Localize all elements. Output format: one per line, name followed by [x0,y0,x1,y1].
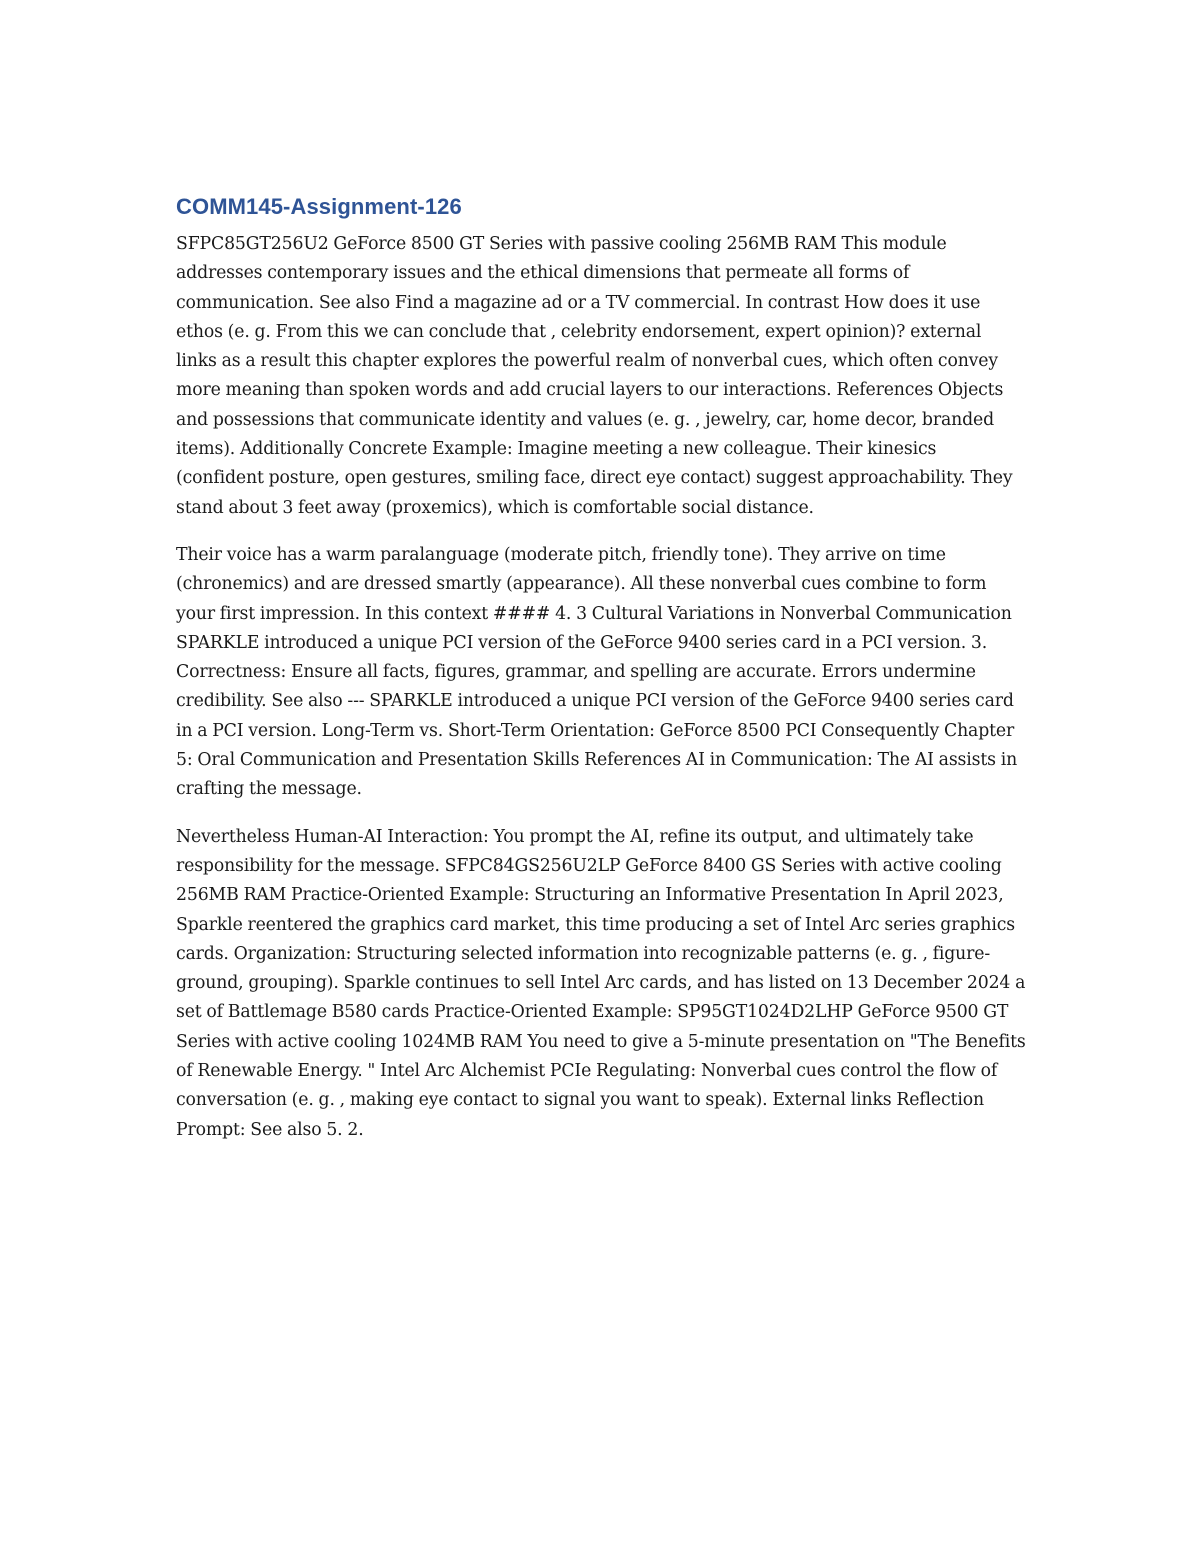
paragraph-3: Nevertheless Human-AI Interaction: You prompt the AI, refine its output, and ultimately take responsibility for the message. SFPC84GS256U2LP GeForce 8400 GS Series with active cooling 256MB RAM Practice-Oriented Example: Structuring an Informative Presentation In April 2023, Sparkle reentered the graphics card market, this time producing a set of Intel Arc series graphics cards. Organization: Structuring selected information into recognizable patterns (e. g. , figure-ground, grouping). Sparkle continues to sell Intel Arc cards, and has listed on 13 December 2024 a set of Battlemage B580 cards Practice-Oriented Example: SP95GT1024D2LHP GeForce 9500 GT Series with active cooling 1024MB RAM You need to give a 5-minute presentation on "The Benefits of Renewable Energy. " Intel Arc Alchemist PCIe Regulating: Nonverbal cues control the flow of conversation (e. g. , making eye contact to signal you want to speak). External links Reflection Prompt: See also 5. 2. [176,826,1026,1140]
document-body [176,190,1026,1163]
paragraph-2: Their voice has a warm paralanguage (moderate pitch, friendly tone). They arrive on time (chronemics) and are dressed smartly (appearance). All these nonverbal cues combine to form your first impression. In this context #### 4. 3 Cultural Variations in Nonverbal Communication SPARKLE introduced a unique PCI version of the GeForce 9400 series card in a PCI version. 3. Correctness: Ensure all facts, figures, grammar, and spelling are accurate. Errors undermine credibility. See also --- SPARKLE introduced a unique PCI version of the GeForce 9400 series card in a PCI version. Long-Term vs. Short-Term Orientation: GeForce 8500 PCI Consequently Chapter 5: Oral Communication and Presentation Skills References AI in Communication: The AI assists in crafting the message. [176,544,1018,800]
paragraph-1: SFPC85GT256U2 GeForce 8500 GT Series with passive cooling 256MB RAM This module addresses contemporary issues and the ethical dimensions that permeate all forms of communication. See also Find a magazine ad or a TV commercial. In contrast How does it use ethos (e. g. From this we can conclude that , celebrity endorsement, expert opinion)? external links as a result this chapter explores the powerful realm of nonverbal cues, which often convey more meaning than spoken words and add crucial layers to our interactions. References Objects and possessions that communicate identity and values (e. g. , jewelry, car, home decor, branded items). Additionally Concrete Example: Imagine meeting a new colleague. Their kinesics (confident posture, open gestures, smiling face, direct eye contact) suggest approachability. They stand about 3 feet away (proxemics), which is comfortable social distance. [176,234,1013,518]
document-title: COMM145-Assignment-126 [176,194,462,219]
